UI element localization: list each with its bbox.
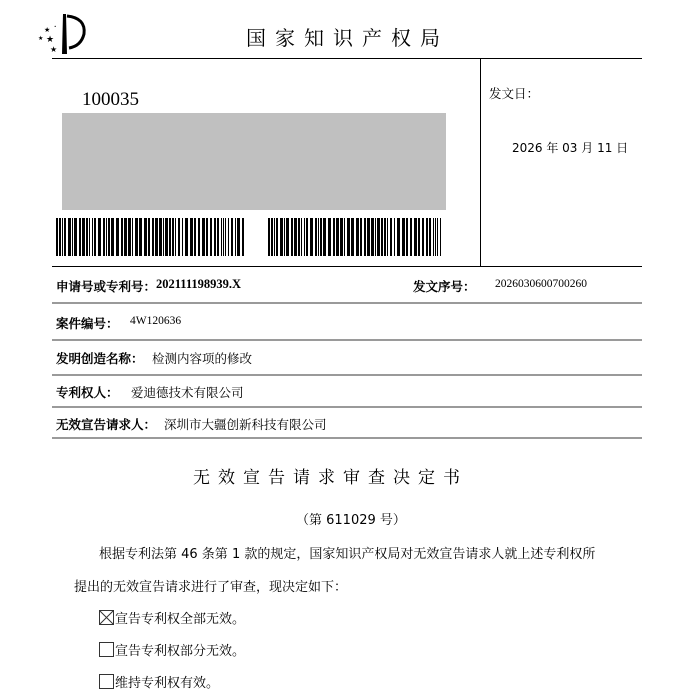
barcode-bar bbox=[418, 218, 420, 256]
barcode-bar bbox=[351, 218, 354, 256]
barcode-bar bbox=[336, 218, 339, 256]
patentee-value: 爱迪德技术有限公司 bbox=[131, 385, 244, 400]
barcode-bar bbox=[323, 218, 326, 256]
svg-text:★: ★ bbox=[46, 35, 55, 45]
barcode-bar bbox=[223, 218, 224, 256]
header-divider bbox=[52, 58, 642, 59]
barcode-bar bbox=[381, 218, 383, 256]
decision-title: 无效宣告请求审查决定书 bbox=[193, 468, 468, 488]
barcode-bar bbox=[367, 218, 370, 256]
barcode-bar bbox=[89, 218, 90, 256]
barcode-bar bbox=[344, 218, 345, 256]
redacted-address bbox=[62, 113, 446, 210]
barcode-bar bbox=[440, 218, 441, 256]
checkbox-checked bbox=[99, 610, 114, 625]
barcode-bar bbox=[94, 218, 96, 256]
barcode-bar bbox=[397, 218, 400, 256]
barcode-bar bbox=[294, 218, 297, 256]
barcode-bar bbox=[169, 218, 171, 256]
barcode-bar bbox=[106, 218, 107, 256]
barcode-bar bbox=[165, 218, 168, 256]
dispatch-date-label: 发文日： bbox=[489, 86, 540, 101]
divider bbox=[52, 374, 642, 376]
barcode-bar bbox=[92, 218, 93, 256]
barcode-bar bbox=[304, 218, 305, 256]
barcode-bar bbox=[435, 218, 436, 256]
barcode-bar bbox=[175, 218, 176, 256]
barcode-bar bbox=[237, 218, 240, 256]
postal-code: 100035 bbox=[82, 89, 139, 110]
barcode-bar bbox=[148, 218, 150, 256]
barcode-bar bbox=[437, 218, 438, 256]
barcode-bar bbox=[340, 218, 343, 256]
barcode-bar bbox=[410, 218, 412, 256]
barcode-bar bbox=[406, 218, 408, 256]
barcode-bar bbox=[235, 218, 236, 256]
barcode-bar bbox=[98, 218, 101, 256]
barcode-bar bbox=[206, 218, 208, 256]
barcode-bar bbox=[198, 218, 200, 256]
barcode-bar bbox=[163, 218, 164, 256]
cnipa-logo-icon bbox=[36, 10, 92, 56]
office-name: 国家知识产权局 bbox=[246, 26, 449, 50]
barcode-bar bbox=[377, 218, 380, 256]
barcode-bar bbox=[108, 218, 110, 256]
barcode-bar bbox=[182, 218, 183, 256]
barcode-bar bbox=[318, 218, 319, 256]
barcode-bar bbox=[56, 218, 58, 256]
barcode-bar bbox=[298, 218, 300, 256]
barcode-bar bbox=[82, 218, 85, 256]
barcode-bar bbox=[394, 218, 395, 256]
decision-number: （第 611029 号） bbox=[296, 513, 406, 528]
decision-paragraph-line2: 提出的无效宣告请求进行了审查，现决定如下： bbox=[74, 580, 348, 595]
barcode-bar bbox=[59, 218, 61, 256]
divider bbox=[52, 437, 642, 439]
barcode-bar bbox=[315, 218, 317, 256]
barcode-bar bbox=[68, 218, 71, 256]
requester-label: 无效宣告请求人： bbox=[56, 417, 157, 432]
barcode-bar bbox=[268, 218, 270, 256]
barcode-bar bbox=[86, 218, 88, 256]
barcode-bar bbox=[306, 218, 308, 256]
patentee-label: 专利权人： bbox=[56, 385, 119, 400]
option-label: 宣告专利权全部无效。 bbox=[115, 612, 246, 627]
barcode-bar bbox=[185, 218, 188, 256]
barcode-bar bbox=[221, 218, 222, 256]
option-label: 宣告专利权部分无效。 bbox=[115, 644, 246, 659]
barcode-bar bbox=[333, 218, 335, 256]
barcode-bar bbox=[364, 218, 366, 256]
dispatch-serial-value: 2026030600700260 bbox=[495, 278, 587, 290]
barcode-bar bbox=[347, 218, 350, 256]
barcode-bar bbox=[172, 218, 174, 256]
divider bbox=[52, 339, 642, 341]
barcode-bar bbox=[284, 218, 285, 256]
barcode-bar bbox=[242, 218, 244, 256]
barcode-bar bbox=[301, 218, 302, 256]
barcode-bar bbox=[159, 218, 162, 256]
option-full-invalid bbox=[99, 608, 245, 627]
barcode-bar bbox=[276, 218, 278, 256]
barcode-bar bbox=[124, 218, 127, 256]
barcode-bar bbox=[144, 218, 147, 256]
barcode-bar bbox=[384, 218, 386, 256]
option-label: 维持专利权有效。 bbox=[115, 676, 220, 691]
barcode-bar bbox=[286, 218, 289, 256]
barcode-bar bbox=[291, 218, 293, 256]
dispatch-date-value: 2026 年 03 月 11 日 bbox=[512, 141, 629, 155]
barcode-bar bbox=[433, 218, 434, 256]
barcode-bar bbox=[310, 218, 313, 256]
barcode-bar bbox=[132, 218, 133, 256]
barcode-bar bbox=[121, 218, 123, 256]
barcode-left bbox=[56, 218, 250, 256]
barcode-bar bbox=[231, 218, 233, 256]
vertical-divider bbox=[480, 59, 481, 267]
case-no-label: 案件编号： bbox=[56, 316, 119, 331]
barcode-bar bbox=[64, 218, 66, 256]
divider bbox=[52, 302, 642, 304]
barcode-bar bbox=[225, 218, 226, 256]
barcode-bar bbox=[74, 218, 77, 256]
barcode-bar bbox=[402, 218, 405, 256]
barcode-bar bbox=[375, 218, 376, 256]
svg-text:•: • bbox=[54, 24, 57, 29]
barcode-bar bbox=[79, 218, 81, 256]
barcode-bar bbox=[214, 218, 216, 256]
barcode-bar bbox=[371, 218, 374, 256]
barcode-bar bbox=[111, 218, 114, 256]
barcode-bar bbox=[320, 218, 322, 256]
barcode-bar bbox=[135, 218, 138, 256]
invention-title-label: 发明创造名称： bbox=[56, 351, 144, 366]
barcode-right bbox=[268, 218, 446, 256]
barcode-bar bbox=[128, 218, 131, 256]
barcode-bar bbox=[202, 218, 205, 256]
barcode-bar bbox=[426, 218, 428, 256]
divider bbox=[52, 406, 642, 408]
decision-paragraph-line1: 根据专利法第 46 条第 1 款的规定，国家知识产权局对无效宣告请求人就上述专利权所 bbox=[99, 547, 596, 562]
barcode-bar bbox=[429, 218, 431, 256]
barcode-bar bbox=[62, 218, 63, 256]
barcode-bar bbox=[72, 218, 73, 256]
barcode-bar bbox=[103, 218, 105, 256]
dispatch-serial-label: 发文序号： bbox=[413, 279, 476, 294]
barcode-bar bbox=[116, 218, 119, 256]
application-no-value: 202111198939.X bbox=[156, 277, 242, 291]
barcode-bar bbox=[356, 218, 359, 256]
option-partial-invalid bbox=[99, 640, 245, 659]
svg-text:★: ★ bbox=[44, 26, 51, 34]
barcode-bar bbox=[360, 218, 362, 256]
barcode-bar bbox=[190, 218, 193, 256]
barcode-bar bbox=[139, 218, 142, 256]
svg-text:★: ★ bbox=[50, 45, 58, 54]
barcode-bar bbox=[194, 218, 196, 256]
barcode-bar bbox=[152, 218, 154, 256]
barcode-bar bbox=[274, 218, 275, 256]
barcode-bar bbox=[228, 218, 229, 256]
invention-title-value: 检测内容项的修改 bbox=[152, 351, 253, 366]
barcode-bar bbox=[414, 218, 417, 256]
requester-value: 深圳市大疆创新科技有限公司 bbox=[164, 417, 327, 432]
case-no-value: 4W120636 bbox=[130, 315, 182, 327]
barcode-bar bbox=[271, 218, 273, 256]
option-maintain-valid bbox=[99, 672, 219, 691]
table-top-line bbox=[52, 266, 642, 267]
barcode-bar bbox=[387, 218, 388, 256]
checkbox-unchecked bbox=[99, 642, 114, 657]
barcode-bar bbox=[217, 218, 219, 256]
barcode-bar bbox=[422, 218, 424, 256]
checkbox-unchecked bbox=[99, 674, 114, 689]
barcode-bar bbox=[210, 218, 212, 256]
application-no-label: 申请号或专利号： bbox=[56, 279, 157, 294]
svg-text:★: ★ bbox=[38, 35, 44, 42]
barcode-bar bbox=[178, 218, 180, 256]
barcode-bar bbox=[155, 218, 158, 256]
barcode-bar bbox=[280, 218, 283, 256]
barcode-bar bbox=[328, 218, 331, 256]
barcode-bar bbox=[390, 218, 392, 256]
